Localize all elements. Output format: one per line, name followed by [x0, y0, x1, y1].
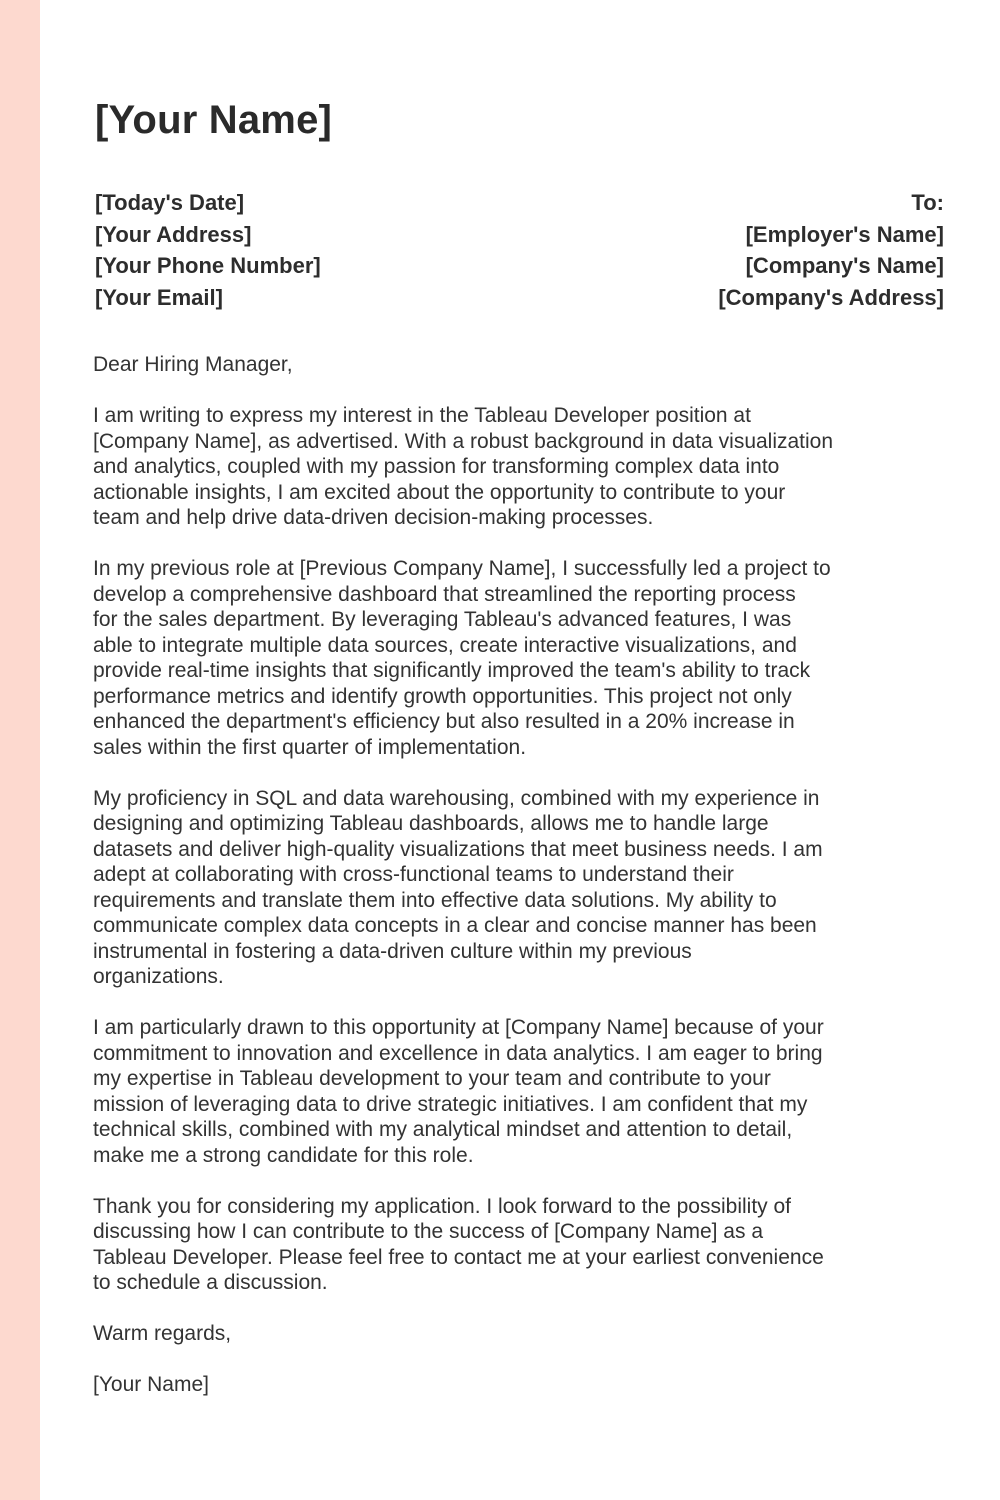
paragraph-line: instrumental in fostering a data-driven culture within my previous	[93, 939, 692, 963]
paragraph-line: datasets and deliver high-quality visualizations that meet business needs. I am	[93, 837, 823, 861]
sender-detail-line: [Your Phone Number]	[95, 253, 321, 278]
paragraph-line: adept at collaborating with cross-functional teams to understand their	[93, 863, 734, 886]
paragraph-line: able to integrate multiple data sources, create interactive visualizations, and	[93, 633, 797, 657]
paragraph-line: my expertise in Tableau development to your team and contribute to your	[93, 1067, 771, 1090]
paragraph-line: and analytics, coupled with my passion for transforming complex data into	[93, 455, 780, 478]
paragraph-line: performance metrics and identify growth opportunities. This project not only	[93, 684, 792, 708]
paragraph-line: Tableau Developer. Please feel free to contact me at your earliest convenience	[93, 1245, 824, 1269]
paragraph-line: [Company Name], as advertised. With a robust background in data visualization	[93, 429, 834, 453]
paragraph-line: sales within the first quarter of implementation.	[93, 735, 527, 759]
paragraph-line: to schedule a discussion.	[93, 1271, 328, 1294]
paragraph-line: enhanced the department's efficiency but also resulted in a 20% increase in	[93, 710, 795, 733]
letter-paragraph	[93, 1015, 833, 1168]
paragraph-line: team and help drive data-driven decision-making processes.	[93, 506, 654, 529]
letter-paragraph	[93, 1194, 833, 1296]
sender-detail-line: [Your Email]	[95, 284, 223, 310]
paragraph-line: discussing how I can contribute to the success of [Company Name] as a	[93, 1220, 764, 1243]
sender-detail-line: [Today's Date]	[95, 190, 245, 215]
decorative-sidebar	[0, 0, 40, 1500]
sender-contact-block	[95, 187, 321, 313]
letter-paragraph	[93, 556, 833, 760]
sender-name-heading: [Your Name]	[95, 98, 333, 142]
paragraph-line: Warm regards,	[93, 1322, 232, 1345]
paragraph-line: Thank you for considering my application. I look forward to the possibility of	[93, 1194, 792, 1218]
paragraph-line: provide real-time insights that significantly improved the team's ability to track	[93, 659, 811, 682]
recipient-detail-line: [Company's Name]	[745, 253, 944, 278]
letter-paragraph	[93, 352, 833, 378]
recipient-detail-line: [Employer's Name]	[745, 221, 944, 247]
paragraph-line: for the sales department. By leveraging Tableau's advanced features, I was	[93, 608, 792, 631]
letter-paragraph	[93, 403, 833, 531]
paragraph-line: requirements and translate them into effective data solutions. My ability to	[93, 888, 777, 912]
paragraph-line: I am particularly drawn to this opportunity at [Company Name] because of your	[93, 1016, 824, 1039]
paragraph-line: [Your Name]	[93, 1373, 209, 1396]
recipient-detail-line: [Company's Address]	[718, 284, 944, 310]
paragraph-line: My proficiency in SQL and data warehousing, combined with my experience in	[93, 786, 820, 810]
paragraph-line: technical skills, combined with my analytical mindset and attention to detail,	[93, 1118, 793, 1141]
paragraph-line: commitment to innovation and excellence in data analytics. I am eager to bring	[93, 1041, 823, 1065]
paragraph-line: I am writing to express my interest in the Tableau Developer position at	[93, 404, 751, 427]
recipient-detail-line: To:	[911, 190, 944, 215]
recipient-block	[718, 187, 944, 313]
paragraph-line: Dear Hiring Manager,	[93, 353, 293, 376]
letter-body	[93, 352, 833, 1423]
paragraph-line: In my previous role at [Previous Company Name], I successfully led a project to	[93, 557, 831, 580]
paragraph-line: actionable insights, I am excited about the opportunity to contribute to your	[93, 480, 786, 504]
letter-paragraph	[93, 1321, 833, 1347]
paragraph-line: make me a strong candidate for this role.	[93, 1143, 474, 1167]
paragraph-line: designing and optimizing Tableau dashboards, allows me to handle large	[93, 812, 769, 835]
letter-paragraph	[93, 1372, 833, 1398]
letter-paragraph	[93, 786, 833, 990]
paragraph-line: develop a comprehensive dashboard that streamlined the reporting process	[93, 582, 796, 606]
paragraph-line: communicate complex data concepts in a clear and concise manner has been	[93, 914, 817, 937]
paragraph-line: organizations.	[93, 965, 224, 988]
sender-detail-line: [Your Address]	[95, 221, 252, 247]
paragraph-line: mission of leveraging data to drive strategic initiatives. I am confident that my	[93, 1092, 808, 1116]
